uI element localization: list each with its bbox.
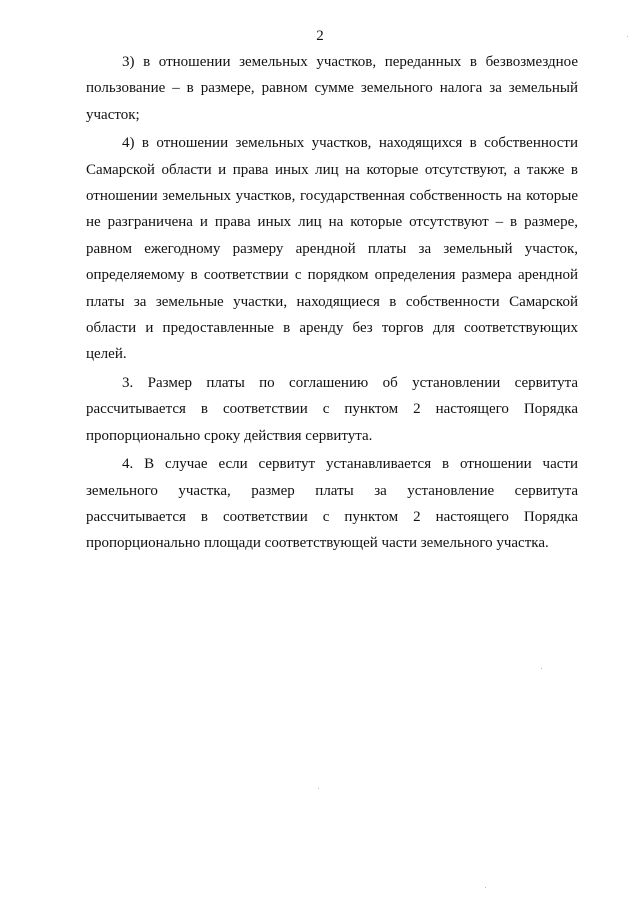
document-body xyxy=(86,49,578,557)
scan-speck xyxy=(541,668,542,669)
paragraph-clause-4: 4. В случае если сервитут устанавливается в отношении части земельного участка, размер платы за установление сервитута рассчитывается в соответствии с пунктом 2 настоящего Порядка пропорционально площади соответствующей части земельного участка. xyxy=(86,456,578,552)
scan-speck xyxy=(485,887,486,888)
page-number: 2 xyxy=(316,28,324,44)
scan-speck xyxy=(318,788,319,789)
paragraph-item-3: 3) в отношении земельных участков, переданных в безвозмездное пользование – в размере, равном сумме земельного налога за земельный участок; xyxy=(86,54,578,123)
scan-speck xyxy=(627,36,628,37)
paragraph-clause-3: 3. Размер платы по соглашению об установлении сервитута рассчитывается в соответствии с пунктом 2 настоящего Порядка пропорционально сроку действия сервитута. xyxy=(86,374,578,444)
paragraph-item-4: 4) в отношении земельных участков, находящихся в собственности Самарской области и права иных лиц на которые отсутствуют, а также в отношении земельных участков, государственная собственность на которые не разграничена и права иных лиц на которые отсутствуют – в размере, равном ежегодному размеру арендной платы за земельный участок, определяемому в соответствии с порядком определения размера арендной платы за земельные участки, находящиеся в собственности Самарской области и предоставленные в аренду без торгов для соответствующих целей. xyxy=(86,135,578,363)
